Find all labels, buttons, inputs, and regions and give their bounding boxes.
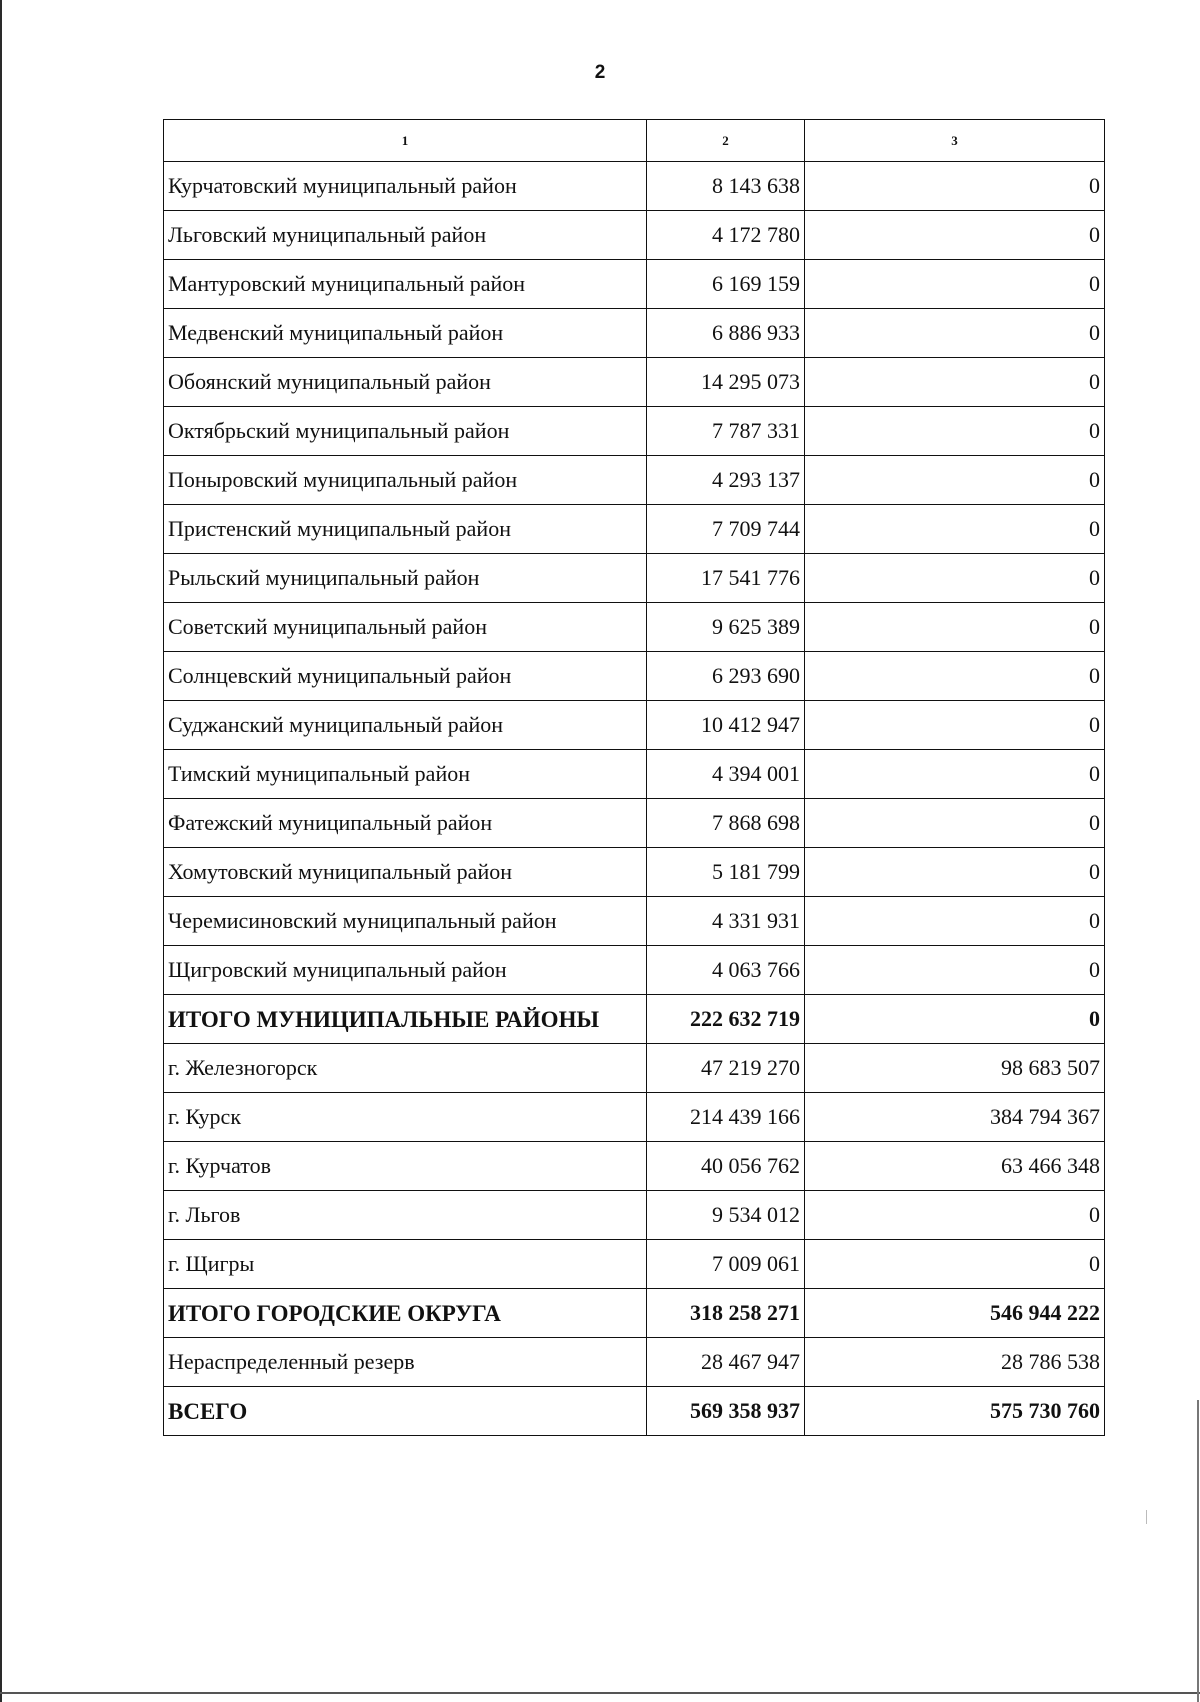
territory-name-cell: Черемисиновский муниципальный район (164, 897, 647, 946)
amount-column-2-cell: 4 331 931 (647, 897, 805, 946)
amount-column-3-cell: 384 794 367 (805, 1093, 1105, 1142)
amount-column-2-cell: 9 534 012 (647, 1191, 805, 1240)
amount-column-3-cell: 0 (805, 309, 1105, 358)
amount-column-2-cell: 6 886 933 (647, 309, 805, 358)
territory-name-cell: г. Курчатов (164, 1142, 647, 1191)
territory-name-cell: Медвенский муниципальный район (164, 309, 647, 358)
amount-column-3-cell: 0 (805, 750, 1105, 799)
amount-column-3-cell: 0 (805, 554, 1105, 603)
amount-column-3-cell: 0 (805, 995, 1105, 1044)
amount-column-3-cell: 0 (805, 946, 1105, 995)
table-row (164, 1044, 1105, 1093)
amount-column-3-cell: 0 (805, 1191, 1105, 1240)
amount-column-3-cell: 0 (805, 211, 1105, 260)
territory-name-cell: Нераспределенный резерв (164, 1338, 647, 1387)
table-row (164, 358, 1105, 407)
scan-left-edge (0, 0, 2, 1702)
table-row (164, 162, 1105, 211)
territory-name-cell: Льговский муниципальный район (164, 211, 647, 260)
amount-column-2-cell: 7 787 331 (647, 407, 805, 456)
table-row (164, 407, 1105, 456)
budget-distribution-table (163, 119, 1105, 1436)
scan-bottom-edge (0, 1692, 1200, 1694)
territory-name-cell: г. Курск (164, 1093, 647, 1142)
amount-column-2-cell: 7 868 698 (647, 799, 805, 848)
territory-name-cell: ИТОГО МУНИЦИПАЛЬНЫЕ РАЙОНЫ (164, 995, 647, 1044)
table-row (164, 603, 1105, 652)
amount-column-3-cell: 0 (805, 848, 1105, 897)
amount-column-3-cell: 0 (805, 799, 1105, 848)
table-body (164, 162, 1105, 1436)
territory-name-cell: Советский муниципальный район (164, 603, 647, 652)
table-row (164, 897, 1105, 946)
page-number: 2 (594, 62, 606, 83)
territory-name-cell: Щигровский муниципальный район (164, 946, 647, 995)
territory-name-cell: Обоянский муниципальный район (164, 358, 647, 407)
table-row (164, 799, 1105, 848)
table-row (164, 260, 1105, 309)
scan-right-edge (1197, 1400, 1199, 1702)
amount-column-3-cell: 0 (805, 1240, 1105, 1289)
territory-name-cell: Пристенский муниципальный район (164, 505, 647, 554)
territory-name-cell: г. Железногорск (164, 1044, 647, 1093)
amount-column-2-cell: 40 056 762 (647, 1142, 805, 1191)
amount-column-3-cell: 546 944 222 (805, 1289, 1105, 1338)
table-header (164, 120, 1105, 162)
amount-column-3-cell: 0 (805, 701, 1105, 750)
amount-column-3-cell: 0 (805, 603, 1105, 652)
table-row (164, 505, 1105, 554)
amount-column-3-cell: 0 (805, 505, 1105, 554)
amount-column-3-cell: 0 (805, 652, 1105, 701)
table-row (164, 1191, 1105, 1240)
amount-column-2-cell: 17 541 776 (647, 554, 805, 603)
table-row (164, 946, 1105, 995)
territory-name-cell: Хомутовский муниципальный район (164, 848, 647, 897)
amount-column-3-cell: 0 (805, 897, 1105, 946)
territory-name-cell: Солнцевский муниципальный район (164, 652, 647, 701)
territory-name-cell: Рыльский муниципальный район (164, 554, 647, 603)
territory-name-cell: Фатежский муниципальный район (164, 799, 647, 848)
amount-column-2-cell: 4 063 766 (647, 946, 805, 995)
territory-name-cell: ВСЕГО (164, 1387, 647, 1436)
amount-column-2-cell: 4 394 001 (647, 750, 805, 799)
table-row (164, 701, 1105, 750)
table-row (164, 1338, 1105, 1387)
amount-column-2-cell: 318 258 271 (647, 1289, 805, 1338)
territory-name-cell: Октябрьский муниципальный район (164, 407, 647, 456)
amount-column-2-cell: 5 181 799 (647, 848, 805, 897)
amount-column-2-cell: 222 632 719 (647, 995, 805, 1044)
scan-artifact (1146, 1510, 1147, 1524)
table-total-row (164, 1387, 1105, 1436)
table-row (164, 652, 1105, 701)
amount-column-2-cell: 7 709 744 (647, 505, 805, 554)
amount-column-2-cell: 569 358 937 (647, 1387, 805, 1436)
amount-column-3-cell: 0 (805, 260, 1105, 309)
table-row (164, 1142, 1105, 1191)
amount-column-2-cell: 4 172 780 (647, 211, 805, 260)
column-header-2: 2 (647, 120, 805, 162)
table-total-row (164, 995, 1105, 1044)
table-row (164, 1240, 1105, 1289)
table-row (164, 554, 1105, 603)
amount-column-3-cell: 575 730 760 (805, 1387, 1105, 1436)
column-header-3: 3 (805, 120, 1105, 162)
amount-column-3-cell: 0 (805, 407, 1105, 456)
amount-column-2-cell: 47 219 270 (647, 1044, 805, 1093)
territory-name-cell: ИТОГО ГОРОДСКИЕ ОКРУГА (164, 1289, 647, 1338)
amount-column-2-cell: 28 467 947 (647, 1338, 805, 1387)
amount-column-3-cell: 0 (805, 358, 1105, 407)
table-row (164, 211, 1105, 260)
table-row (164, 750, 1105, 799)
amount-column-3-cell: 98 683 507 (805, 1044, 1105, 1093)
amount-column-2-cell: 10 412 947 (647, 701, 805, 750)
amount-column-2-cell: 8 143 638 (647, 162, 805, 211)
amount-column-3-cell: 0 (805, 162, 1105, 211)
amount-column-3-cell: 28 786 538 (805, 1338, 1105, 1387)
amount-column-3-cell: 63 466 348 (805, 1142, 1105, 1191)
territory-name-cell: г. Льгов (164, 1191, 647, 1240)
table-total-row (164, 1289, 1105, 1338)
territory-name-cell: Поныровский муниципальный район (164, 456, 647, 505)
territory-name-cell: Мантуровский муниципальный район (164, 260, 647, 309)
amount-column-2-cell: 214 439 166 (647, 1093, 805, 1142)
territory-name-cell: Курчатовский муниципальный район (164, 162, 647, 211)
amount-column-2-cell: 6 293 690 (647, 652, 805, 701)
amount-column-2-cell: 7 009 061 (647, 1240, 805, 1289)
amount-column-2-cell: 14 295 073 (647, 358, 805, 407)
territory-name-cell: г. Щигры (164, 1240, 647, 1289)
column-header-1: 1 (164, 120, 647, 162)
territory-name-cell: Тимский муниципальный район (164, 750, 647, 799)
territory-name-cell: Суджанский муниципальный район (164, 701, 647, 750)
table-row (164, 309, 1105, 358)
table-row (164, 1093, 1105, 1142)
header-row (164, 120, 1105, 162)
table-row (164, 848, 1105, 897)
amount-column-2-cell: 4 293 137 (647, 456, 805, 505)
amount-column-2-cell: 9 625 389 (647, 603, 805, 652)
amount-column-2-cell: 6 169 159 (647, 260, 805, 309)
amount-column-3-cell: 0 (805, 456, 1105, 505)
table-row (164, 456, 1105, 505)
